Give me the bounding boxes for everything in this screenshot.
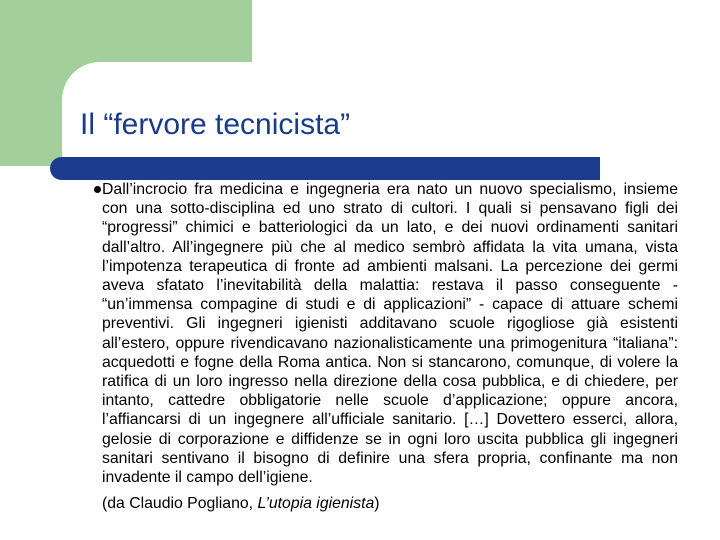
title-underline-bar <box>50 157 600 180</box>
bullet-icon <box>94 186 101 193</box>
citation-suffix: ) <box>374 495 380 513</box>
citation-prefix: (da Claudio Pogliano, <box>102 495 258 513</box>
citation-work-title: L’utopia igienista <box>257 495 375 513</box>
citation <box>102 494 678 513</box>
slide-content <box>102 180 678 513</box>
slide-title: Il “fervore tecnicista” <box>80 108 351 141</box>
body-paragraph <box>102 180 678 487</box>
body-text: Dall’incrocio fra medicina e ingegneria era nato un nuovo specialismo, insieme con una sotto-disciplina ed uno strato di cultori. I quali si pensavano figli dei “progressi” chimici e batteriologici da un lato, e dei nuovi ordinamenti sanitari dall’altro. All’ingegnere più che al medico sembrò affidata la vita umana, vista l’impotenza terapeutica di fronte ad ambienti malsani. La percezione dei germi aveva sfatato l’inevitabilità della malattia: restava il passo conseguente - “un’immensa compagine di studi e di applicazioni” - capace di attuare schemi preventivi. Gli ingegneri igienisti additavano scuole rigogliose già esistenti all’estero, oppure rivendicavano nazionalisticamente una primogenitura “italiana”: acquedotti e fogne della Roma antica. Non si stancarono, comunque, di volere la ratifica di un loro ingresso nella direzione della cosa pubblica, e di chiedere, per intanto, cattedre obbligatorie nelle scuole d’applicazione; oppure ancora, l’affiancarsi di un ingegnere all’ufficiale sanitario. […] Dovettero esserci, allora, gelosie di corporazione e diffidenze se in ogni loro uscita pubblica gli ingegneri sanitari sentivano il bisogno di definire una sfera propria, confinante ma non invadente il campo dell’igiene. <box>102 181 678 487</box>
